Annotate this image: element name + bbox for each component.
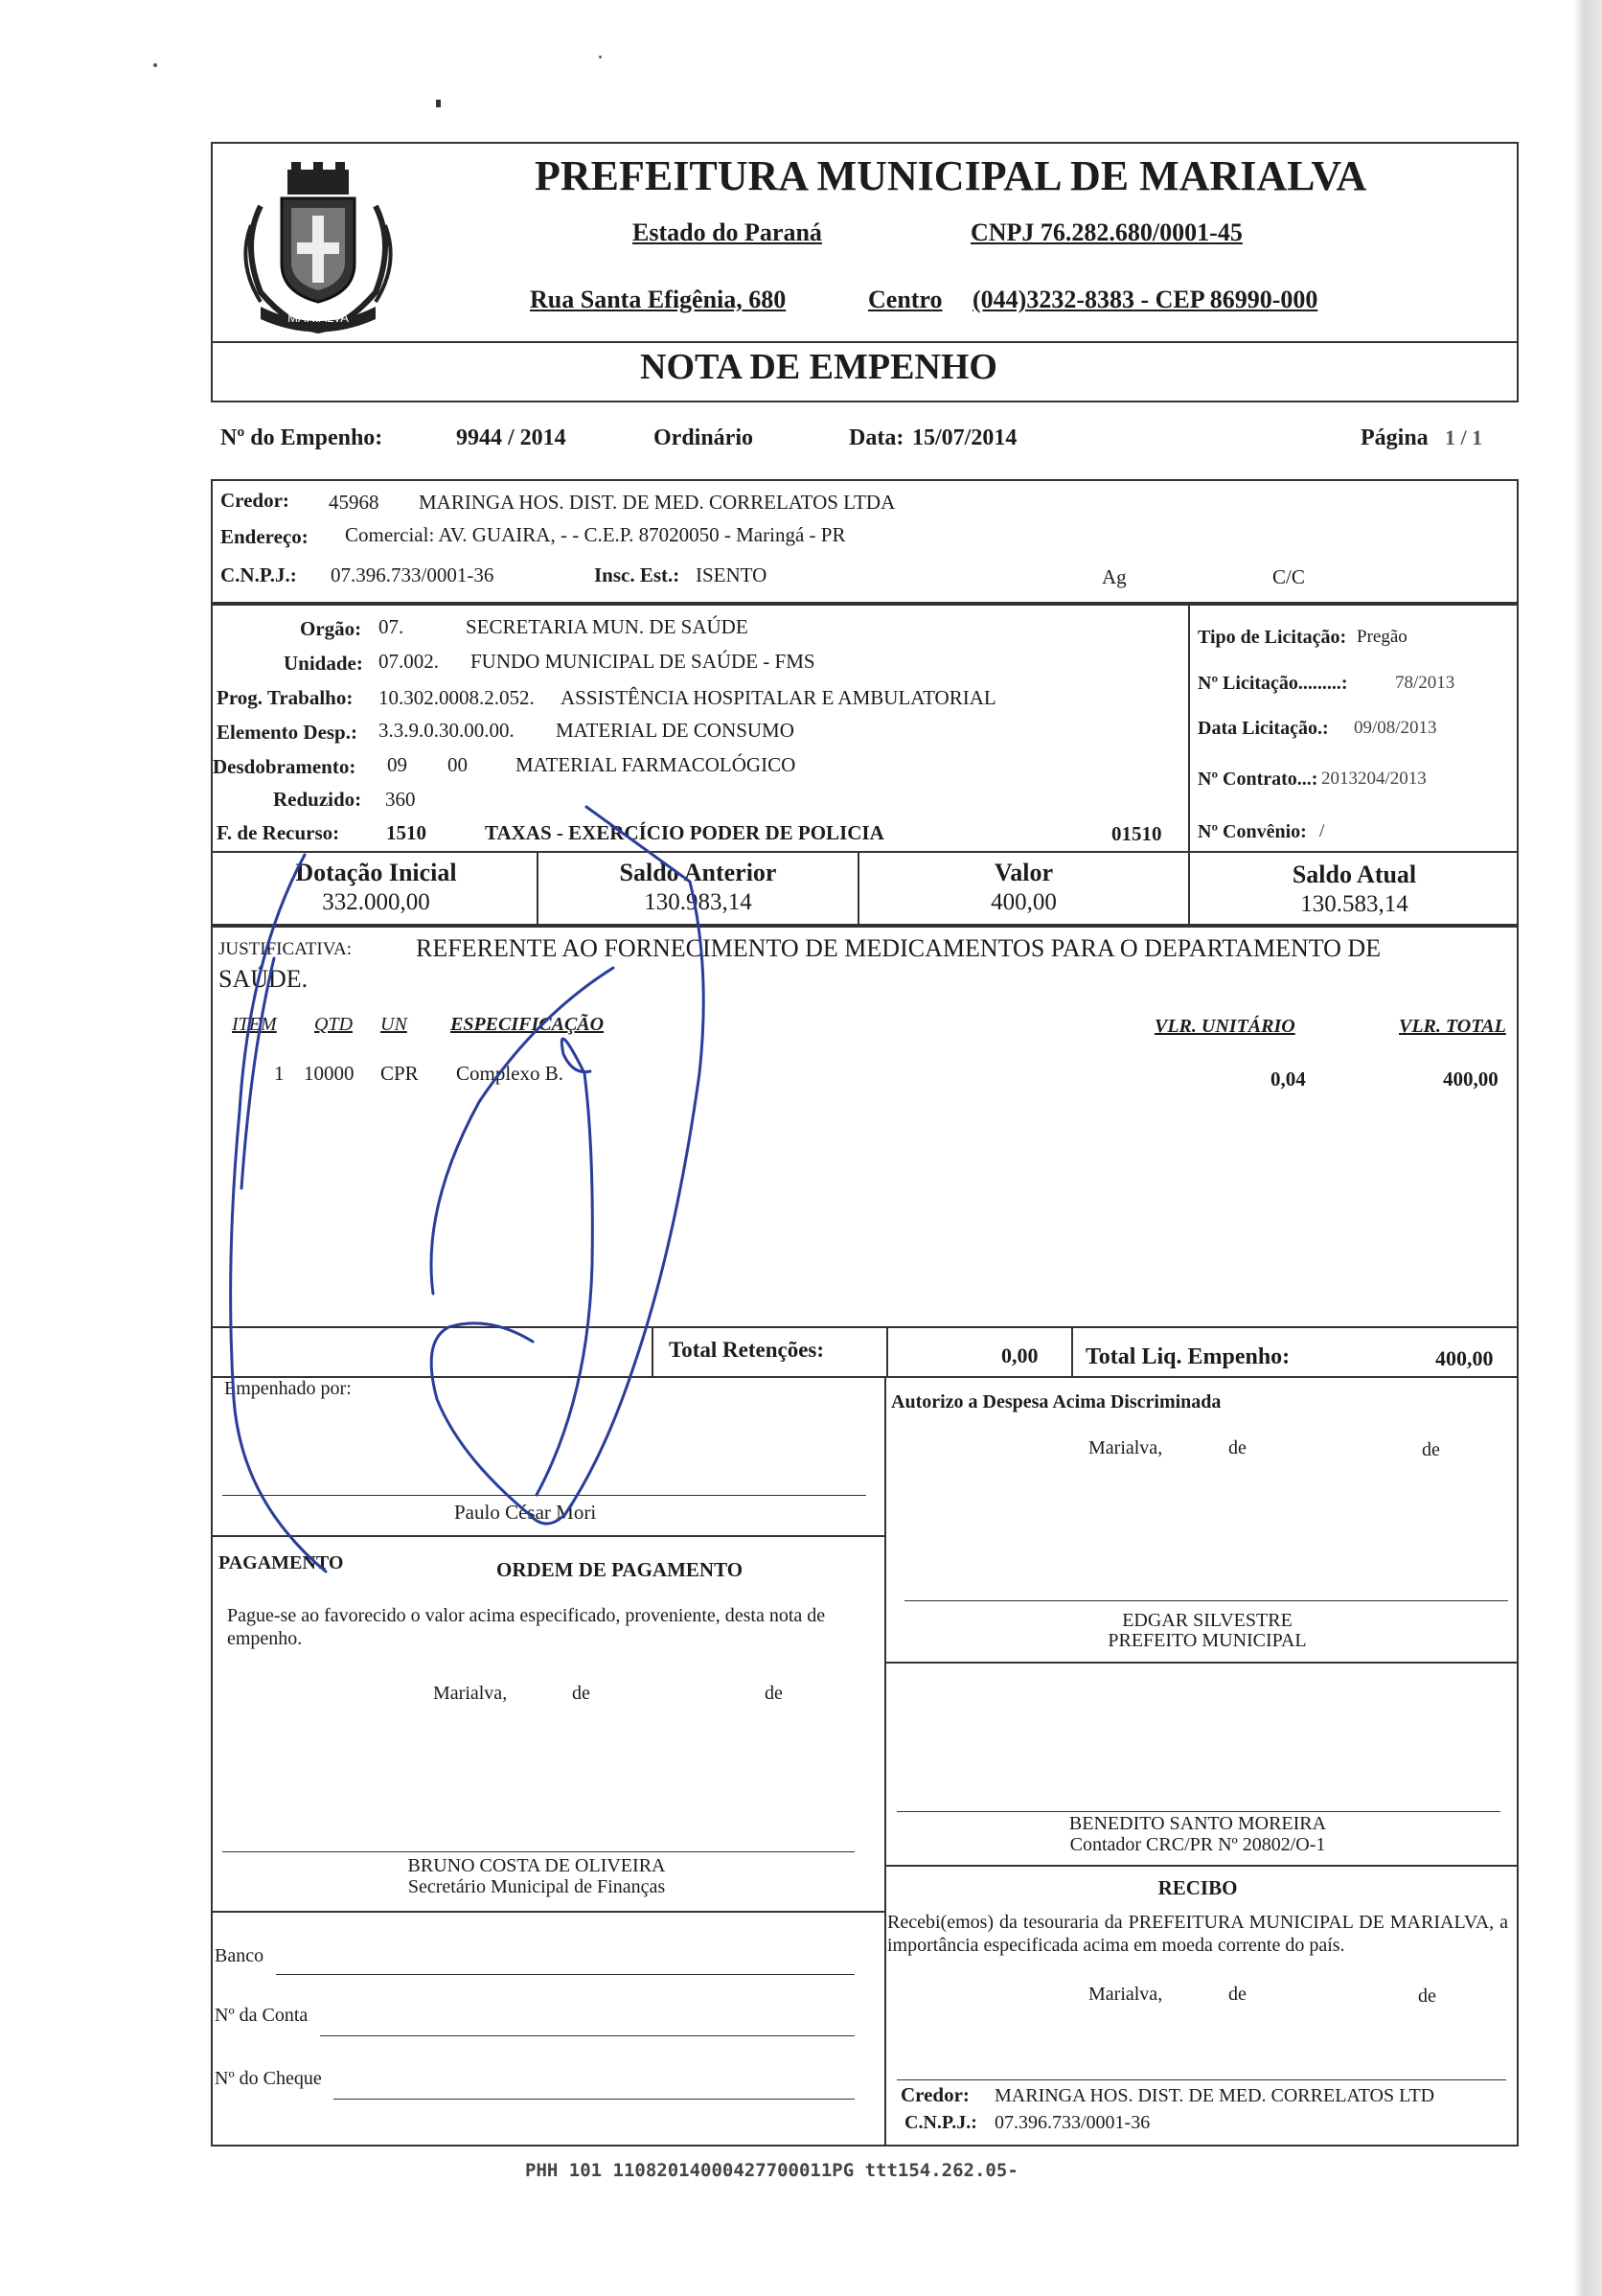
licitacao-data: 09/08/2013 — [1354, 718, 1437, 738]
prefeito-role: PREFEITO MUNICIPAL — [1108, 1630, 1307, 1651]
col-vlr-unit: VLR. UNITÁRIO — [1155, 1016, 1295, 1037]
page-label: Página — [1361, 425, 1429, 450]
pagamento-de2: de — [765, 1683, 783, 1704]
credor-cnpj: 07.396.733/0001-36 — [331, 563, 494, 586]
licitacao-num-label: Nº Licitação.........: — [1198, 673, 1348, 694]
cc-label: C/C — [1272, 565, 1305, 588]
contrato-label: Nº Contrato...: — [1198, 769, 1318, 790]
header-address: Rua Santa Efigênia, 680 — [530, 286, 787, 313]
valor-label: Valor — [994, 859, 1054, 886]
empenhado-name: Paulo César Mori — [454, 1501, 597, 1524]
secretario-role: Secretário Municipal de Finanças — [407, 1876, 666, 1897]
item-row-espec: Complexo B. — [456, 1062, 564, 1085]
scan-speck — [599, 56, 602, 58]
recibo-title: RECIBO — [1157, 1876, 1238, 1899]
insc-label: Insc. Est.: — [594, 563, 680, 586]
justificativa-line1: REFERENTE AO FORNECIMENTO DE MEDICAMENTOS PARA O DEPARTAMENTO DE — [416, 934, 1382, 962]
licitacao-tipo-label: Tipo de Licitação: — [1198, 627, 1347, 648]
justificativa-line2: SAÚDE. — [218, 965, 309, 993]
contador-top-line — [884, 1662, 1519, 1664]
retencoes-label: Total Retenções: — [669, 1338, 825, 1362]
banco-top-line — [211, 1911, 884, 1913]
cheque-line[interactable] — [333, 2099, 855, 2100]
reduzido-label: Reduzido: — [273, 788, 362, 811]
prog-name: ASSISTÊNCIA HOSPITALAR E AMBULATORIAL — [561, 686, 996, 709]
crest-text: MARIALVA — [287, 310, 349, 325]
ag-label: Ag — [1102, 565, 1127, 588]
lower-box — [211, 1376, 1519, 2147]
item-row-item: 1 — [274, 1062, 285, 1085]
scan-speck — [153, 63, 157, 67]
atual-value: 130.583,14 — [1300, 891, 1408, 917]
recibo-de2: de — [1418, 1986, 1436, 2007]
pagamento-text: Pague-se ao favorecido o valor acima especificado, proveniente, desta nota de empenho. — [227, 1605, 826, 1649]
footer-code: PHH 101 11082014000427700011PG ttt154.262.05- — [525, 2160, 1018, 2181]
unidade-label: Unidade: — [284, 652, 363, 675]
orgao-name: SECRETARIA MUN. DE SAÚDE — [466, 615, 748, 638]
recurso-num: 01510 — [1111, 822, 1162, 845]
item-row-vlr-total: 400,00 — [1443, 1068, 1499, 1091]
contador-signature-line — [897, 1811, 1500, 1812]
totals-divider-1 — [652, 1326, 653, 1378]
empenho-type: Ordinário — [653, 425, 754, 450]
recibo-cnpj-label: C.N.P.J.: — [904, 2112, 977, 2133]
header-state: Estado do Paraná — [632, 218, 822, 246]
item-row-vlr-unit: 0,04 — [1270, 1068, 1306, 1091]
totals-divider-3 — [1071, 1326, 1073, 1378]
desdobramento-code2: 00 — [447, 753, 468, 776]
recibo-signature-line — [897, 2079, 1506, 2080]
unidade-name: FUNDO MUNICIPAL DE SAÚDE - FMS — [470, 650, 815, 673]
recurso-code: 1510 — [386, 821, 426, 844]
desdobramento-code1: 09 — [387, 753, 407, 776]
orcamento-divider — [1188, 604, 1190, 853]
contador-name: BENEDITO SANTO MOREIRA — [1068, 1813, 1327, 1834]
col-qtd: QTD — [314, 1014, 354, 1035]
credor-name: MARINGA HOS. DIST. DE MED. CORRELATOS LTDA — [419, 491, 896, 514]
pagamento-city: Marialva, — [433, 1683, 508, 1704]
banco-label: Banco — [215, 1945, 264, 1966]
recibo-city: Marialva, — [1088, 1984, 1163, 2005]
totals-divider-2 — [886, 1326, 888, 1378]
cheque-label: Nº do Cheque — [215, 2068, 322, 2089]
recibo-credor-label: Credor: — [901, 2083, 970, 2106]
reduzido-value: 360 — [385, 788, 416, 811]
dotacao-label: Dotação Inicial — [295, 859, 457, 886]
item-row-un: CPR — [380, 1062, 419, 1085]
recurso-name: TAXAS - EXERCÍCIO PODER DE POLICIA — [485, 821, 884, 844]
empenho-date: 15/07/2014 — [912, 425, 1018, 450]
retencoes-value: 0,00 — [1001, 1343, 1039, 1367]
col-un: UN — [380, 1014, 407, 1035]
header-cnpj: CNPJ 76.282.680/0001-45 — [971, 218, 1243, 246]
document-title: NOTA DE EMPENHO — [640, 347, 997, 387]
secretario-name: BRUNO COSTA DE OLIVEIRA — [407, 1855, 666, 1876]
endereco-value: Comercial: AV. GUAIRA, - - C.E.P. 87020050 - Maringá - PR — [345, 523, 846, 546]
totals-top-line — [211, 1326, 1519, 1328]
pagamento-title: ORDEM DE PAGAMENTO — [496, 1558, 744, 1581]
header-phone-cep: (044)3232-8383 - CEP 86990-000 — [973, 286, 1318, 313]
liq-value: 400,00 — [1435, 1346, 1494, 1370]
orgao-label: Orgão: — [300, 617, 362, 640]
contrato-value: 2013204/2013 — [1321, 769, 1427, 789]
orgao-code: 07. — [378, 615, 404, 638]
recibo-credor: MARINGA HOS. DIST. DE MED. CORRELATOS LTD — [995, 2085, 1435, 2106]
recibo-text: Recebi(emos) da tesouraria da PREFEITURA MUNICIPAL DE MARIALVA, a importância especificada acima em moeda corrente do país. — [887, 1912, 1508, 1956]
autorizo-de2: de — [1422, 1439, 1440, 1460]
desdobramento-label: Desdobramento: — [213, 755, 356, 778]
autorizo-city: Marialva, — [1088, 1437, 1163, 1458]
pagamento-label: PAGAMENTO — [218, 1552, 344, 1573]
anterior-value: 130.983,14 — [644, 889, 752, 915]
anterior-label: Saldo Anterior — [619, 859, 777, 886]
credor-label: Credor: — [220, 489, 289, 512]
licitacao-tipo: Pregão — [1357, 627, 1407, 647]
empenho-date-label: Data: — [849, 425, 904, 450]
prefeito-name: EDGAR SILVESTRE — [1122, 1610, 1293, 1631]
pagamento-top-line — [211, 1535, 884, 1537]
col-espec: ESPECIFICAÇÃO — [450, 1014, 605, 1035]
atual-label: Saldo Atual — [1292, 861, 1417, 888]
credor-cnpj-label: C.N.P.J.: — [220, 563, 297, 586]
recibo-cnpj: 07.396.733/0001-36 — [995, 2112, 1151, 2133]
insc-value: ISENTO — [696, 563, 767, 586]
prefeito-signature-line — [904, 1600, 1508, 1601]
licitacao-num: 78/2013 — [1395, 673, 1455, 693]
desdobramento-name: MATERIAL FARMACOLÓGICO — [515, 753, 796, 776]
lower-divider — [884, 1376, 886, 2147]
elemento-label: Elemento Desp.: — [217, 721, 357, 744]
contador-role: Contador CRC/PR Nº 20802/O-1 — [1069, 1834, 1326, 1855]
liq-label: Total Liq. Empenho: — [1086, 1344, 1291, 1369]
col-vlr-total: VLR. TOTAL — [1399, 1016, 1506, 1037]
conta-label: Nº da Conta — [215, 2005, 309, 2026]
licitacao-data-label: Data Licitação.: — [1198, 718, 1329, 739]
conta-line[interactable] — [320, 2035, 855, 2036]
unidade-code: 07.002. — [378, 650, 439, 673]
prog-code: 10.302.0008.2.052. — [378, 686, 535, 709]
elemento-code: 3.3.9.0.30.00.00. — [378, 719, 515, 742]
item-row-qtd: 10000 — [304, 1062, 355, 1085]
pagamento-de1: de — [572, 1683, 590, 1704]
header-district: Centro — [868, 286, 943, 313]
scan-edge — [1573, 0, 1602, 2296]
page-number: 1 / 1 — [1445, 425, 1483, 449]
empenhado-label: Empenhado por: — [224, 1378, 352, 1399]
secretario-signature-line — [222, 1851, 855, 1852]
convenio-label: Nº Convênio: — [1198, 821, 1307, 842]
autorizo-de1: de — [1228, 1437, 1247, 1458]
dotacao-value: 332.000,00 — [322, 889, 430, 915]
empenho-label: Nº do Empenho: — [220, 425, 383, 450]
header-title: PREFEITURA MUNICIPAL DE MARIALVA — [535, 152, 1367, 199]
recurso-label: F. de Recurso: — [217, 821, 340, 844]
prog-label: Prog. Trabalho: — [217, 686, 354, 709]
autorizo-title: Autorizo a Despesa Acima Discriminada — [891, 1391, 1222, 1412]
recibo-de1: de — [1228, 1984, 1247, 2005]
col-item: ITEM — [232, 1014, 277, 1035]
convenio-value: / — [1319, 821, 1325, 841]
body-box — [211, 926, 1519, 1378]
endereco-label: Endereço: — [220, 525, 309, 548]
elemento-name: MATERIAL DE CONSUMO — [556, 719, 794, 742]
banco-line[interactable] — [276, 1974, 855, 1975]
empenhado-signature-line — [222, 1495, 866, 1496]
credor-code: 45968 — [329, 491, 379, 514]
empenho-number: 9944 / 2014 — [456, 425, 566, 450]
municipal-crest-logo — [222, 149, 414, 340]
recibo-top-line — [884, 1865, 1519, 1867]
scan-speck — [436, 100, 441, 107]
valor-value: 400,00 — [991, 889, 1057, 915]
justificativa-label: JUSTIFICATIVA: — [218, 939, 353, 959]
